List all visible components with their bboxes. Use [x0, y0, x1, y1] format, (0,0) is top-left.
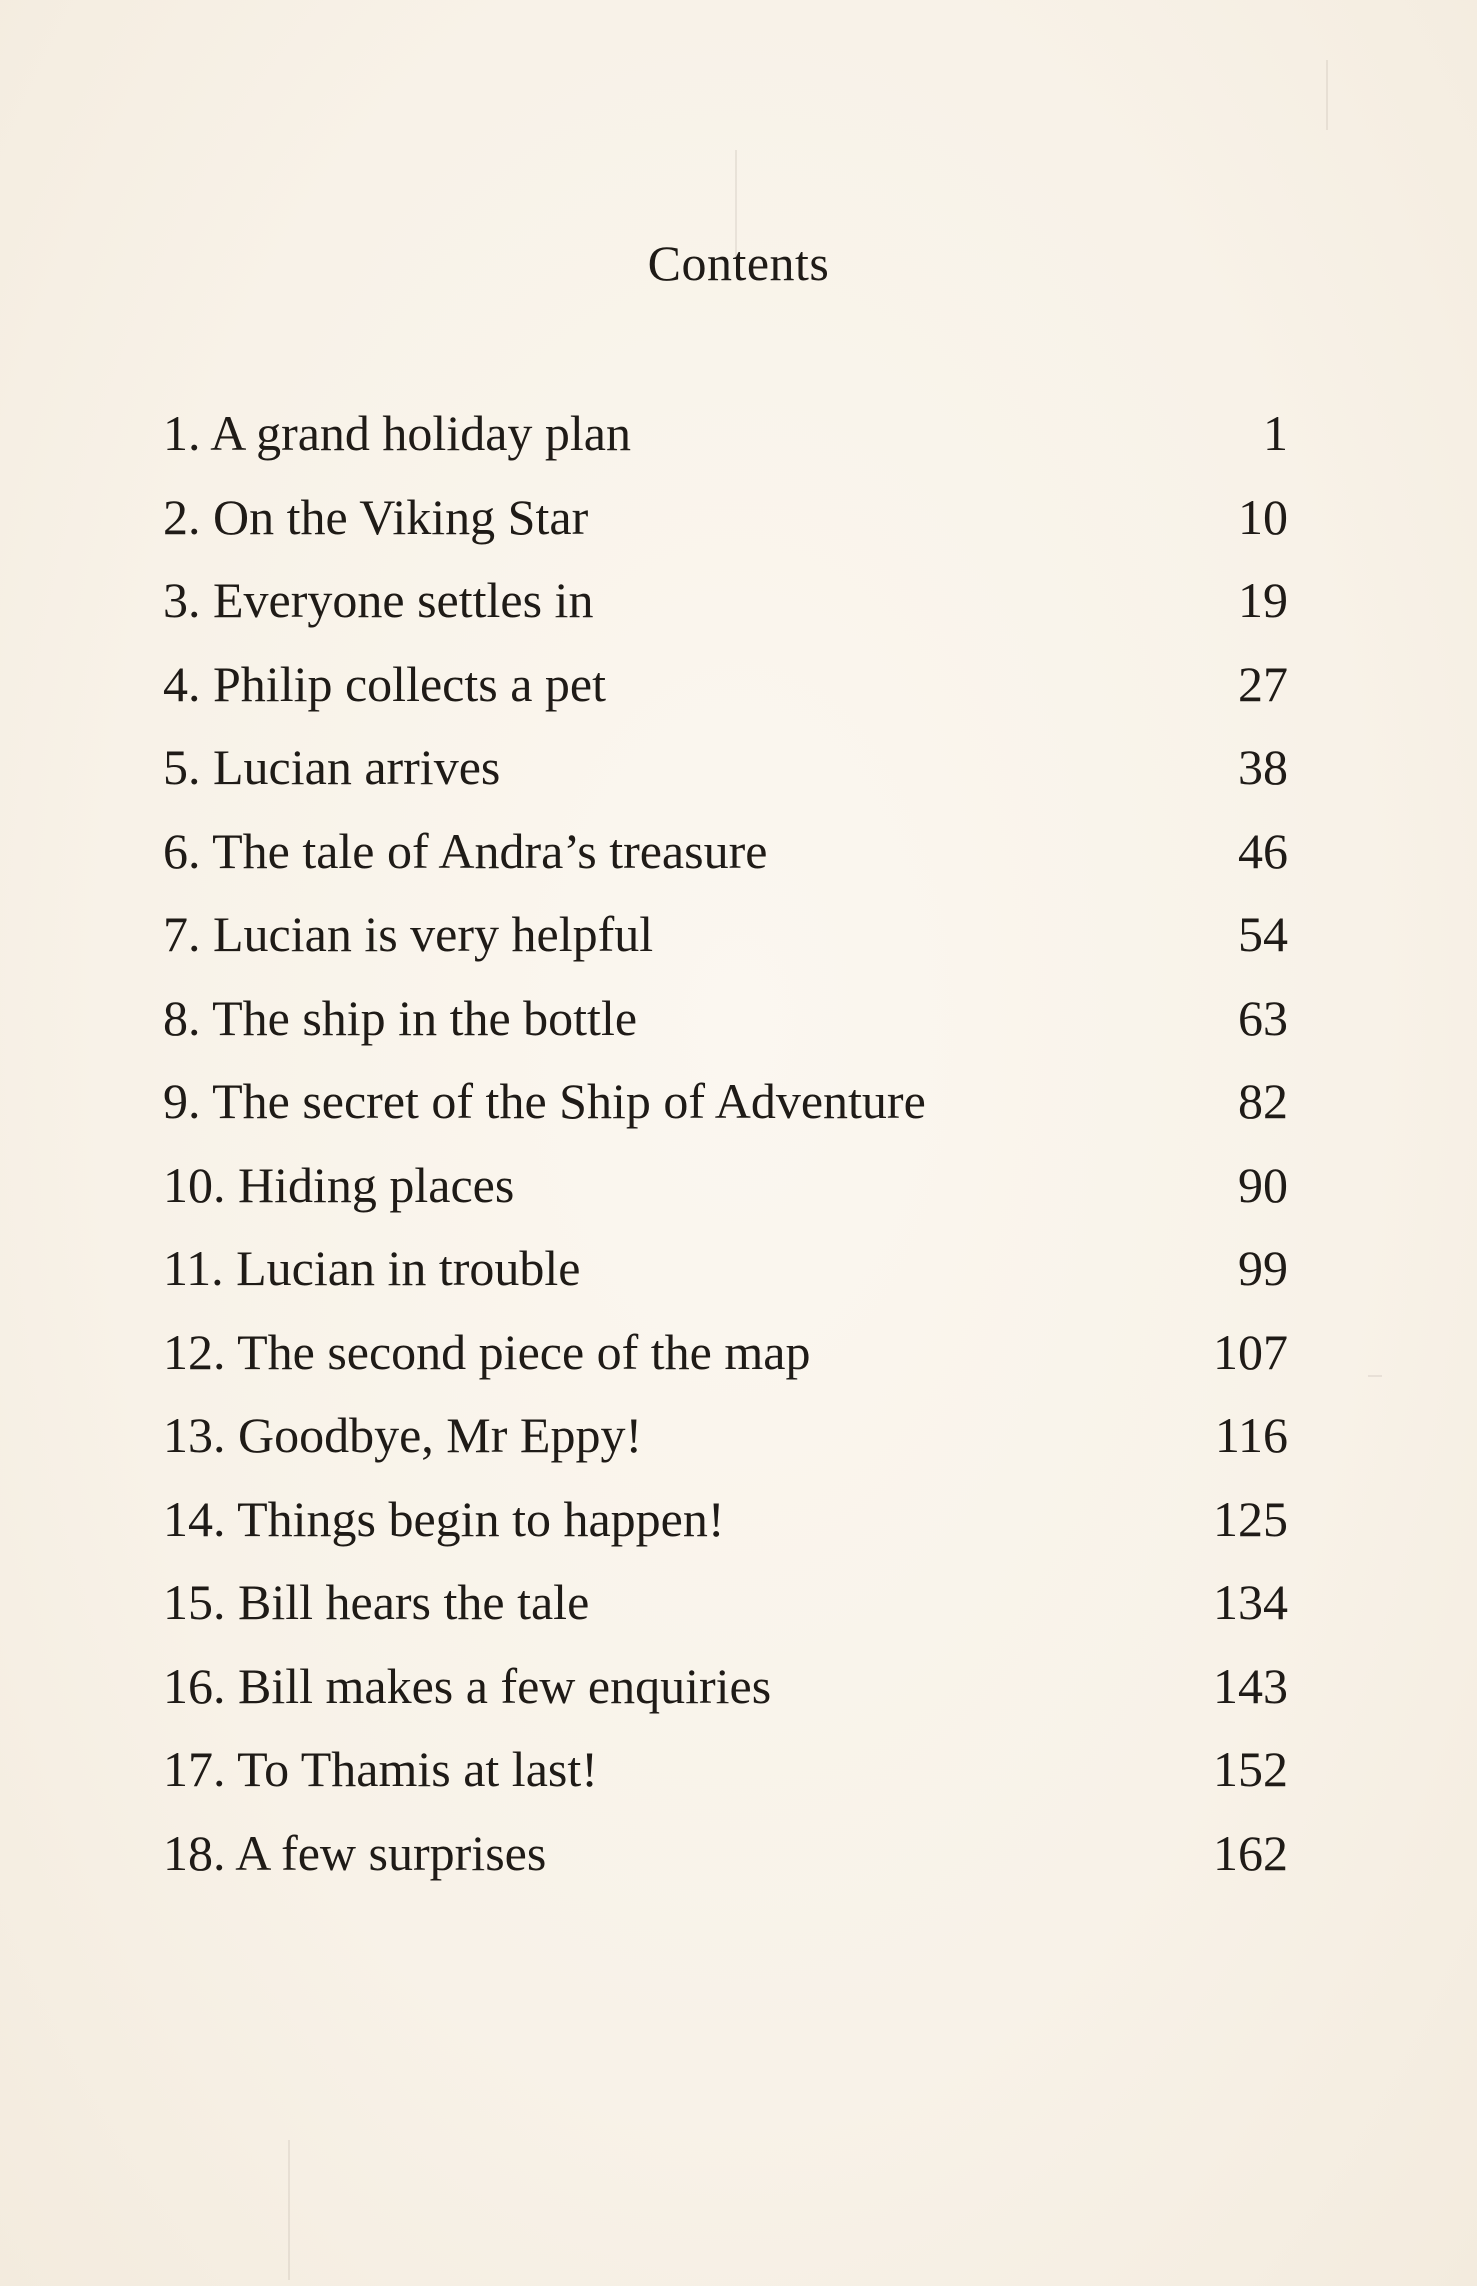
toc-entry [163, 1823, 1288, 1907]
toc-entry [163, 1489, 1288, 1573]
chapter-title: 12. The second piece of the map [163, 1323, 811, 1380]
toc-entry [163, 1572, 1288, 1656]
chapter-title: 8. The ship in the bottle [163, 989, 638, 1046]
toc-entry [163, 904, 1288, 988]
toc-entry [163, 487, 1288, 571]
chapter-page-number: 27 [1238, 655, 1288, 712]
chapter-title: 17. To Thamis at last! [163, 1741, 598, 1797]
chapter-title: 7. Lucian is very helpful [163, 906, 654, 962]
toc-entry [163, 1739, 1288, 1823]
chapter-page-number: 1 [1263, 405, 1288, 461]
chapter-page-number: 82 [1238, 1073, 1288, 1129]
chapter-page-number: 10 [1238, 488, 1288, 545]
contents-heading: Contents [647, 235, 830, 291]
chapter-page-number: 162 [1213, 1824, 1288, 1881]
toc-entry [163, 1322, 1288, 1406]
chapter-page-number: 143 [1213, 1657, 1288, 1714]
toc-entry [163, 821, 1288, 905]
toc-entry [163, 1238, 1288, 1322]
chapter-title: 18. A few surprises [163, 1824, 547, 1881]
chapter-title: 5. Lucian arrives [163, 739, 501, 795]
chapter-page-number: 90 [1238, 1156, 1288, 1213]
toc-entry [163, 737, 1288, 821]
toc-entry [163, 1656, 1288, 1740]
toc-entry [163, 654, 1288, 738]
chapter-page-number: 125 [1213, 1490, 1288, 1547]
chapter-title: 16. Bill makes a few enquiries [163, 1657, 772, 1714]
chapter-title: 1. A grand holiday plan [163, 405, 631, 461]
chapter-page-number: 54 [1238, 906, 1288, 962]
chapter-title: 6. The tale of Andra’s treasure [163, 822, 768, 879]
chapter-page-number: 99 [1238, 1240, 1288, 1296]
chapter-title: 4. Philip collects a pet [163, 655, 606, 712]
toc-entry [163, 403, 1288, 487]
toc-entry [163, 1405, 1288, 1489]
chapter-page-number: 38 [1238, 739, 1288, 795]
chapter-title: 15. Bill hears the tale [163, 1574, 590, 1630]
chapter-title: 10. Hiding places [163, 1156, 515, 1213]
chapter-title: 11. Lucian in trouble [163, 1240, 581, 1296]
chapter-page-number: 116 [1214, 1407, 1288, 1463]
chapter-page-number: 152 [1213, 1741, 1288, 1797]
chapter-title: 3. Everyone settles in [163, 572, 594, 628]
chapter-page-number: 107 [1213, 1323, 1288, 1380]
toc-entry [163, 1155, 1288, 1239]
chapter-title: 9. The secret of the Ship of Adventure [163, 1073, 926, 1129]
toc-entry [163, 570, 1288, 654]
paper-mark [1326, 60, 1328, 130]
chapter-page-number: 19 [1238, 572, 1288, 628]
chapter-page-number: 134 [1213, 1574, 1288, 1630]
paper-mark [1368, 1375, 1382, 1377]
toc-entry [163, 988, 1288, 1072]
table-of-contents [163, 403, 1288, 1906]
chapter-title: 13. Goodbye, Mr Eppy! [163, 1407, 643, 1463]
toc-entry [163, 1071, 1288, 1155]
chapter-page-number: 63 [1238, 989, 1288, 1046]
paper-mark [288, 2140, 290, 2280]
chapter-page-number: 46 [1238, 822, 1288, 879]
chapter-title: 14. Things begin to happen! [163, 1490, 725, 1547]
chapter-title: 2. On the Viking Star [163, 488, 589, 545]
